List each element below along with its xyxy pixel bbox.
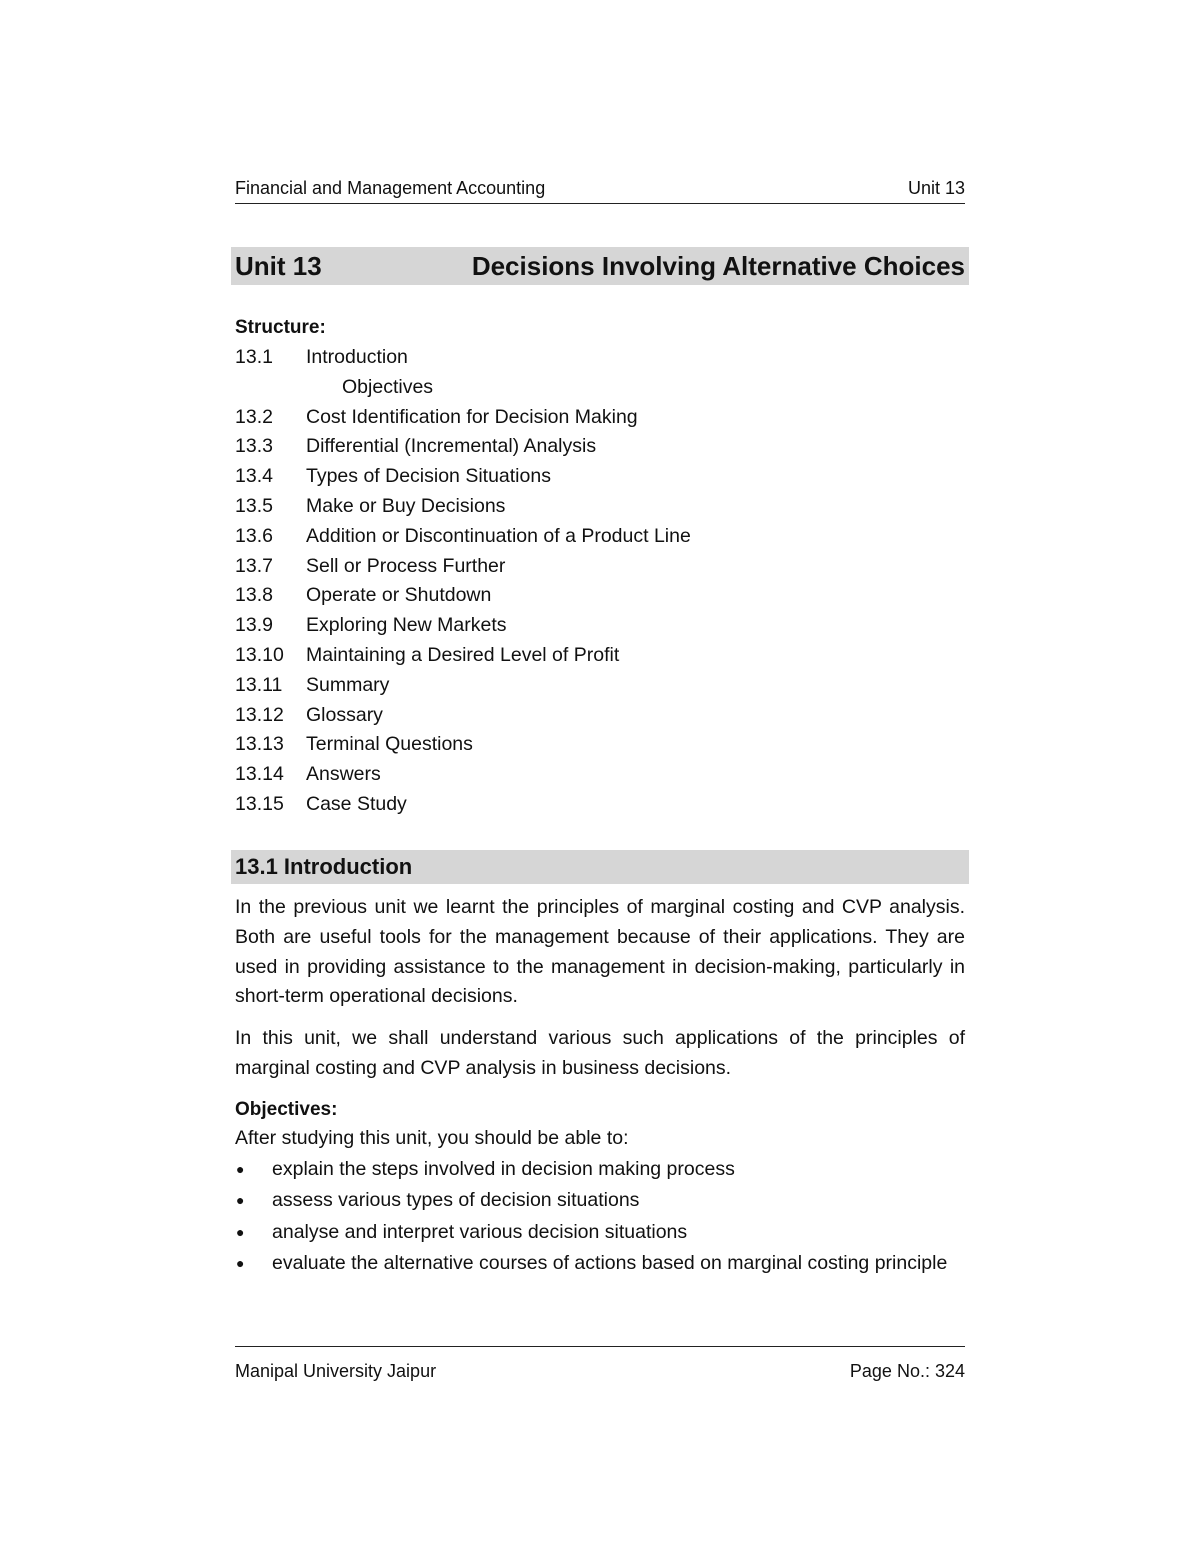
structure-item-number: 13.12 bbox=[235, 703, 284, 726]
body-paragraph: In this unit, we shall understand various such applications of the principles of marginal costing and CVP analysis in business decisions. bbox=[235, 1027, 965, 1079]
objective-text: explain the steps involved in decision making process bbox=[272, 1158, 735, 1181]
body-paragraph: In the previous unit we learnt the principles of marginal costing and CVP analysis. Both are useful tools for the management because of their applications. They are used in providing assistance to the management in decision-making, particularly in short-term operational decisions. bbox=[235, 896, 965, 1008]
structure-item bbox=[235, 581, 965, 611]
page-number: Page No.: 324 bbox=[849, 1361, 965, 1381]
structure-item-number: 13.14 bbox=[235, 763, 284, 786]
objective-item bbox=[235, 1186, 965, 1216]
structure-item bbox=[235, 611, 965, 641]
structure-item bbox=[235, 462, 965, 492]
structure-item bbox=[235, 522, 965, 552]
structure-item-label: Exploring New Markets bbox=[306, 614, 507, 637]
structure-item-number: 13.13 bbox=[235, 733, 284, 756]
structure-item-label: Sell or Process Further bbox=[306, 554, 506, 577]
structure-item-label: Summary bbox=[306, 673, 390, 696]
structure-item bbox=[235, 730, 965, 760]
running-header bbox=[235, 176, 965, 204]
structure-item-number: 13.15 bbox=[235, 792, 284, 815]
objectives-list bbox=[235, 1155, 965, 1279]
structure-item-label: Terminal Questions bbox=[306, 733, 473, 756]
structure-item bbox=[235, 403, 965, 433]
objective-text: assess various types of decision situations bbox=[272, 1189, 640, 1212]
structure-item-number: 13.8 bbox=[235, 584, 273, 607]
structure-item-number: 13.9 bbox=[235, 614, 273, 637]
structure-item-number: 13.4 bbox=[235, 465, 273, 488]
structure-item bbox=[235, 432, 965, 462]
structure-item-number: 13.11 bbox=[235, 673, 283, 696]
structure-item bbox=[235, 760, 965, 790]
structure-item-label: Case Study bbox=[306, 792, 407, 815]
running-footer bbox=[235, 1346, 965, 1382]
structure-item-number: 13.2 bbox=[235, 405, 273, 428]
structure-item-label: Maintaining a Desired Level of Profit bbox=[306, 643, 620, 666]
structure-item bbox=[235, 671, 965, 701]
objectives-intro: After studying this unit, you should be able to: bbox=[235, 1126, 629, 1149]
bullet-icon: ● bbox=[236, 1161, 245, 1178]
institution-name: Manipal University Jaipur bbox=[235, 1361, 437, 1381]
structure-list bbox=[235, 343, 965, 820]
document-page bbox=[235, 0, 965, 1553]
structure-item-number: 13.5 bbox=[235, 494, 273, 517]
structure-item-label: Objectives bbox=[342, 375, 434, 398]
section-body bbox=[235, 893, 965, 1279]
structure-item-label: Make or Buy Decisions bbox=[306, 494, 506, 517]
objectives-heading: Objectives: bbox=[235, 1098, 338, 1120]
structure-item-label: Cost Identification for Decision Making bbox=[306, 405, 638, 428]
structure-item-label: Differential (Incremental) Analysis bbox=[306, 435, 597, 458]
section-heading: 13.1 Introduction bbox=[231, 850, 969, 884]
structure-item bbox=[235, 641, 965, 671]
structure-item-label: Addition or Discontinuation of a Product Line bbox=[306, 524, 691, 547]
unit-name: Decisions Involving Alternative Choices bbox=[471, 250, 965, 281]
structure-section bbox=[235, 314, 965, 820]
bullet-icon: ● bbox=[236, 1254, 245, 1271]
unit-title-bar bbox=[231, 247, 969, 285]
structure-item-number bbox=[235, 373, 306, 403]
structure-item-number: 13.7 bbox=[235, 554, 273, 577]
structure-item bbox=[235, 373, 965, 403]
structure-item-label: Glossary bbox=[306, 703, 383, 726]
objective-item bbox=[235, 1218, 965, 1248]
structure-item bbox=[235, 343, 965, 373]
structure-item-label: Types of Decision Situations bbox=[306, 465, 551, 488]
structure-item bbox=[235, 492, 965, 522]
objective-text: evaluate the alternative courses of actions based on marginal costing principle bbox=[272, 1251, 948, 1274]
bullet-icon: ● bbox=[236, 1223, 245, 1240]
structure-heading: Structure: bbox=[235, 317, 326, 338]
structure-item-number: 13.3 bbox=[235, 435, 273, 458]
objective-item bbox=[235, 1249, 965, 1279]
structure-item bbox=[235, 790, 965, 820]
objective-text: analyse and interpret various decision situations bbox=[272, 1220, 688, 1243]
objective-item bbox=[235, 1155, 965, 1185]
structure-item-number: 13.6 bbox=[235, 524, 273, 547]
structure-item bbox=[235, 552, 965, 582]
structure-item-number: 13.1 bbox=[235, 346, 273, 368]
structure-item-number: 13.10 bbox=[235, 643, 284, 666]
course-title: Financial and Management Accounting bbox=[235, 178, 546, 198]
bullet-icon: ● bbox=[236, 1192, 245, 1209]
structure-item-label: Answers bbox=[306, 763, 381, 786]
structure-item bbox=[235, 701, 965, 731]
unit-number: Unit 13 bbox=[235, 250, 322, 281]
structure-item-label: Introduction bbox=[306, 346, 408, 368]
header-unit-label: Unit 13 bbox=[907, 178, 965, 198]
structure-item-label: Operate or Shutdown bbox=[306, 584, 492, 607]
